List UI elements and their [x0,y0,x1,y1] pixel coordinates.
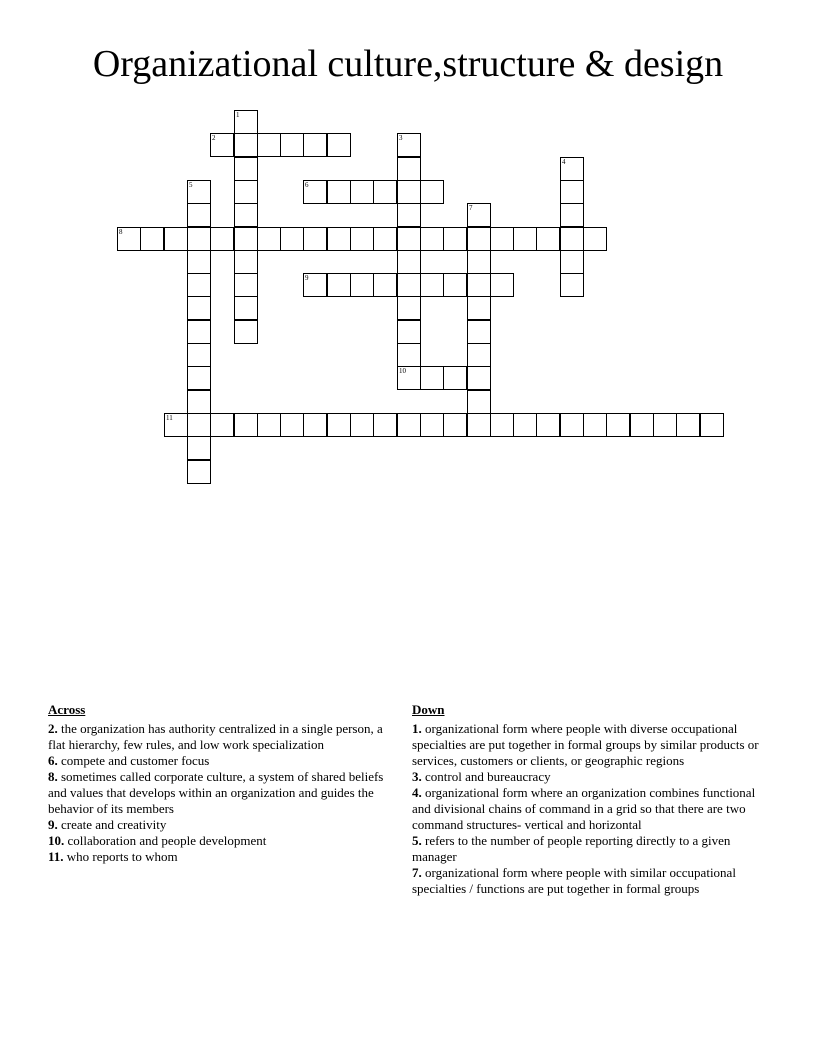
crossword-cell[interactable] [397,180,421,204]
down-clue-number: 5. [412,833,422,848]
crossword-cell[interactable] [490,227,514,251]
crossword-cell[interactable] [234,413,258,437]
down-clue [412,833,768,865]
across-clue-list [48,721,400,865]
crossword-cell[interactable] [397,343,421,367]
across-clue-number: 9. [48,817,58,832]
crossword-cell[interactable] [420,413,444,437]
down-clue-text: organizational form where people with similar occupational specialties / functions are put together in formal groups [412,865,736,896]
crossword-cell[interactable] [187,203,211,227]
clue-number-label: 11 [166,414,173,422]
across-clue-text: collaboration and people development [64,833,267,848]
crossword-cell[interactable] [257,227,281,251]
crossword-cell[interactable] [560,250,584,274]
crossword-cell[interactable] [583,413,607,437]
crossword-cell[interactable] [303,413,327,437]
crossword-cell[interactable] [234,133,258,157]
crossword-cell[interactable] [467,273,491,297]
crossword-cell[interactable] [467,343,491,367]
crossword-cell[interactable] [467,296,491,320]
across-clue [48,769,400,817]
crossword-cell[interactable] [350,180,374,204]
clue-number-label: 8 [119,228,123,236]
crossword-cell[interactable] [187,180,211,204]
crossword-cell[interactable] [280,133,304,157]
crossword-cell[interactable] [187,320,211,344]
across-clue [48,833,400,849]
down-clues [412,702,768,897]
crossword-cell[interactable] [700,413,724,437]
crossword-cell[interactable] [117,227,141,251]
crossword-cell[interactable] [187,366,211,390]
across-heading: Across [48,702,86,717]
crossword-cell[interactable] [303,273,327,297]
crossword-cell[interactable] [513,413,537,437]
crossword-cell[interactable] [280,413,304,437]
down-clue [412,785,768,833]
crossword-cell[interactable] [303,227,327,251]
page-title: Organizational culture,structure & design [92,43,724,85]
across-clue-text: sometimes called corporate culture, a system of shared beliefs and values that develops within an organization and guides the behavior of its members [48,769,384,816]
crossword-cell[interactable] [467,203,491,227]
crossword-cell[interactable] [234,296,258,320]
across-clue-number: 8. [48,769,58,784]
crossword-cell[interactable] [420,273,444,297]
clue-number-label: 1 [236,111,240,119]
crossword-cell[interactable] [490,413,514,437]
crossword-cell[interactable] [560,227,584,251]
crossword-cell[interactable] [164,227,188,251]
crossword-cell[interactable] [350,227,374,251]
crossword-cell[interactable] [653,413,677,437]
crossword-cell[interactable] [210,227,234,251]
crossword-cell[interactable] [397,320,421,344]
across-clue [48,721,400,753]
across-clue-number: 6. [48,753,58,768]
crossword-cell[interactable] [560,273,584,297]
crossword-cell[interactable] [536,413,560,437]
crossword-cell[interactable] [234,273,258,297]
crossword-cell[interactable] [187,436,211,460]
crossword-cell[interactable] [397,227,421,251]
clue-number-label: 7 [469,204,473,212]
crossword-cell[interactable] [467,320,491,344]
down-clue-number: 3. [412,769,422,784]
crossword-cell[interactable] [467,413,491,437]
crossword-cell[interactable] [234,157,258,181]
crossword-cell[interactable] [280,227,304,251]
crossword-cell[interactable] [606,413,630,437]
crossword-cell[interactable] [397,203,421,227]
crossword-cell[interactable] [187,250,211,274]
down-heading: Down [412,702,445,717]
crossword-cell[interactable] [327,273,351,297]
crossword-cell[interactable] [187,343,211,367]
across-clue-text: create and creativity [57,817,167,832]
crossword-cell[interactable] [676,413,700,437]
crossword-cell[interactable] [257,413,281,437]
clue-number-label: 3 [399,134,403,142]
across-clue [48,849,400,865]
crossword-cell[interactable] [630,413,654,437]
crossword-cell[interactable] [187,390,211,414]
crossword-cell[interactable] [327,180,351,204]
crossword-cell[interactable] [536,227,560,251]
crossword-cell[interactable] [490,273,514,297]
clue-number-label: 10 [399,367,406,375]
down-clue-number: 7. [412,865,422,880]
crossword-cell[interactable] [397,157,421,181]
down-clue [412,769,768,785]
down-clue-text: organizational form where an organization combines functional and divisional chains of command in a grid so that there are two command structures- vertical and horizontal [412,785,756,832]
across-clues [48,702,400,865]
down-clue [412,721,768,769]
crossword-cell[interactable] [420,180,444,204]
crossword-cell[interactable] [397,413,421,437]
crossword-cell[interactable] [234,203,258,227]
down-clue-number: 4. [412,785,422,800]
crossword-cell[interactable] [164,413,188,437]
crossword-cell[interactable] [373,180,397,204]
crossword-cell[interactable] [187,460,211,484]
down-clue-text: refers to the number of people reporting directly to a given manager [412,833,731,864]
down-clue-text: control and bureaucracy [421,769,551,784]
across-clue-number: 10. [48,833,65,848]
crossword-cell[interactable] [467,250,491,274]
across-clue [48,817,400,833]
clue-number-label: 6 [305,181,309,189]
crossword-cell[interactable] [350,413,374,437]
crossword-cell[interactable] [397,273,421,297]
crossword-cell[interactable] [140,227,164,251]
crossword-cell[interactable] [187,296,211,320]
crossword-cell[interactable] [210,133,234,157]
crossword-cell[interactable] [257,133,281,157]
crossword-cell[interactable] [583,227,607,251]
crossword-cell[interactable] [560,203,584,227]
crossword-cell[interactable] [443,227,467,251]
crossword-cell[interactable] [303,180,327,204]
crossword-cell[interactable] [187,273,211,297]
crossword-cell[interactable] [443,413,467,437]
crossword-cell[interactable] [397,133,421,157]
across-clue-number: 2. [48,721,58,736]
crossword-cell[interactable] [420,366,444,390]
crossword-cell[interactable] [513,227,537,251]
crossword-cell[interactable] [234,227,258,251]
crossword-cell[interactable] [234,320,258,344]
crossword-cell[interactable] [443,366,467,390]
crossword-cell[interactable] [420,227,444,251]
across-clue-text: compete and customer focus [57,753,210,768]
crossword-cell[interactable] [234,250,258,274]
crossword-cell[interactable] [350,273,374,297]
crossword-cell[interactable] [234,110,258,134]
clue-number-label: 4 [562,158,566,166]
crossword-cell[interactable] [467,390,491,414]
crossword-cell[interactable] [397,250,421,274]
crossword-cell[interactable] [373,227,397,251]
crossword-cell[interactable] [397,366,421,390]
crossword-cell[interactable] [467,366,491,390]
crossword-cell[interactable] [397,296,421,320]
across-clue-text: the organization has authority centralized in a single person, a flat hierarchy, few rules, and low work specialization [48,721,383,752]
crossword-cell[interactable] [187,227,211,251]
clue-number-label: 5 [189,181,193,189]
down-clue [412,865,768,897]
crossword-cell[interactable] [327,227,351,251]
crossword-cell[interactable] [560,180,584,204]
crossword-grid [0,0,816,500]
crossword-cell[interactable] [373,413,397,437]
crossword-cell[interactable] [187,413,211,437]
across-clue-text: who reports to whom [63,849,178,864]
crossword-cell[interactable] [210,413,234,437]
crossword-cell[interactable] [467,227,491,251]
down-clue-text: organizational form where people with diverse occupational specialties are put together in formal groups by similar products or services, customers or clients, or geographic regions [412,721,759,768]
across-clue [48,753,400,769]
crossword-cell[interactable] [560,413,584,437]
down-clue-number: 1. [412,721,422,736]
crossword-cell[interactable] [234,180,258,204]
crossword-cell[interactable] [373,273,397,297]
clue-number-label: 9 [305,274,309,282]
across-clue-number: 11. [48,849,64,864]
crossword-cell[interactable] [303,133,327,157]
crossword-cell[interactable] [327,133,351,157]
crossword-cell[interactable] [327,413,351,437]
crossword-cell[interactable] [443,273,467,297]
clue-number-label: 2 [212,134,216,142]
crossword-cell[interactable] [560,157,584,181]
down-clue-list [412,721,768,897]
